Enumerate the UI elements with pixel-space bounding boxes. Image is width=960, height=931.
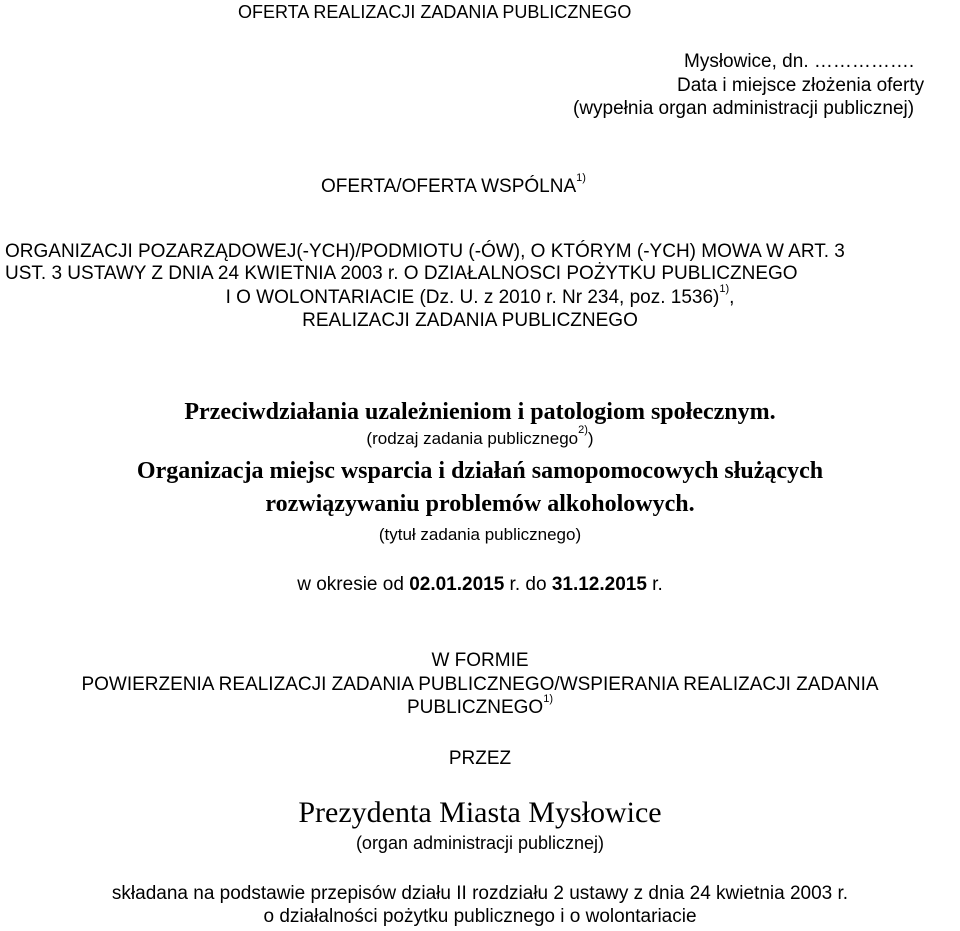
document-header-title: OFERTA REALIZACJI ZADANIA PUBLICZNEGO [238,2,632,22]
place-date-field: Mysłowice, dn. ……………. [684,51,915,72]
form-line-3 [0,693,960,719]
task-type-footnote: 2) [578,424,588,436]
period-end-date: 31.12.2015 [551,574,647,595]
organization-line-1: ORGANIZACJI POZARZĄDOWEJ(-YCH)/PODMIOTU (-ÓW), O KTÓRYM (-YCH) MOWA W ART. 3 [5,241,845,262]
offer-type-title [321,172,586,198]
legal-basis-line-1: składana na podstawie przepisów działu II rozdziału 2 ustawy z dnia 24 kwietnia 2003 r. [111,883,849,904]
offer-type-footnote: 1) [576,172,586,184]
organization-line-3-text: I O WOLONTARIACIE (Dz. U. z 2010 r. Nr 234, poz. 1536) [225,287,720,308]
period-prefix: w okresie od [297,574,410,595]
organization-line-3-footnote: 1) [719,283,730,295]
task-type-label [0,424,960,450]
form-line-1: W FORMIE [431,650,529,671]
form-line-3-footnote: 1) [543,693,553,705]
task-period [0,574,960,596]
authority-label: (organ administracji publicznej) [355,833,605,853]
offer-type-text: OFERTA/OFERTA WSPÓLNA [321,176,577,197]
organization-line-3 [0,283,960,309]
task-type-label-suffix: ) [587,429,594,448]
form-line-2: POWIERZENIA REALIZACJI ZADANIA PUBLICZNEGO/WSPIERANIA REALIZACJI ZADANIA [81,674,879,695]
by-label: PRZEZ [448,748,512,769]
date-place-note: (wypełnia organ administracji publicznej) [573,98,915,119]
authority-name: Prezydenta Miasta Mysłowice [298,796,662,829]
period-start-date: 02.01.2015 [409,574,505,595]
form-line-3-text: PUBLICZNEGO [407,697,544,718]
legal-basis-line-2: o działalności pożytku publicznego i o wolontariacie [263,906,697,927]
period-suffix: r. [646,574,663,595]
date-place-label: Data i miejsce złożenia oferty [677,75,925,96]
task-title-line-1: Organizacja miejsc wsparcia i działań samopomocowych służących [136,458,824,484]
task-title-line-2: rozwiązywaniu problemów alkoholowych. [265,491,695,517]
task-type-value: Przeciwdziałania uzależnieniom i patologiom społecznym. [184,399,776,425]
organization-line-4: REALIZACJI ZADANIA PUBLICZNEGO [302,310,638,331]
task-type-label-text: (rodzaj zadania publicznego [366,429,579,448]
period-middle: r. do [504,574,552,595]
task-title-label: (tytuł zadania publicznego) [378,525,582,544]
organization-line-2: UST. 3 USTAWY Z DNIA 24 KWIETNIA 2003 r. O DZIAŁALNOSCI POŻYTKU PUBLICZNEGO [5,263,798,284]
organization-line-3-suffix: , [729,287,735,308]
